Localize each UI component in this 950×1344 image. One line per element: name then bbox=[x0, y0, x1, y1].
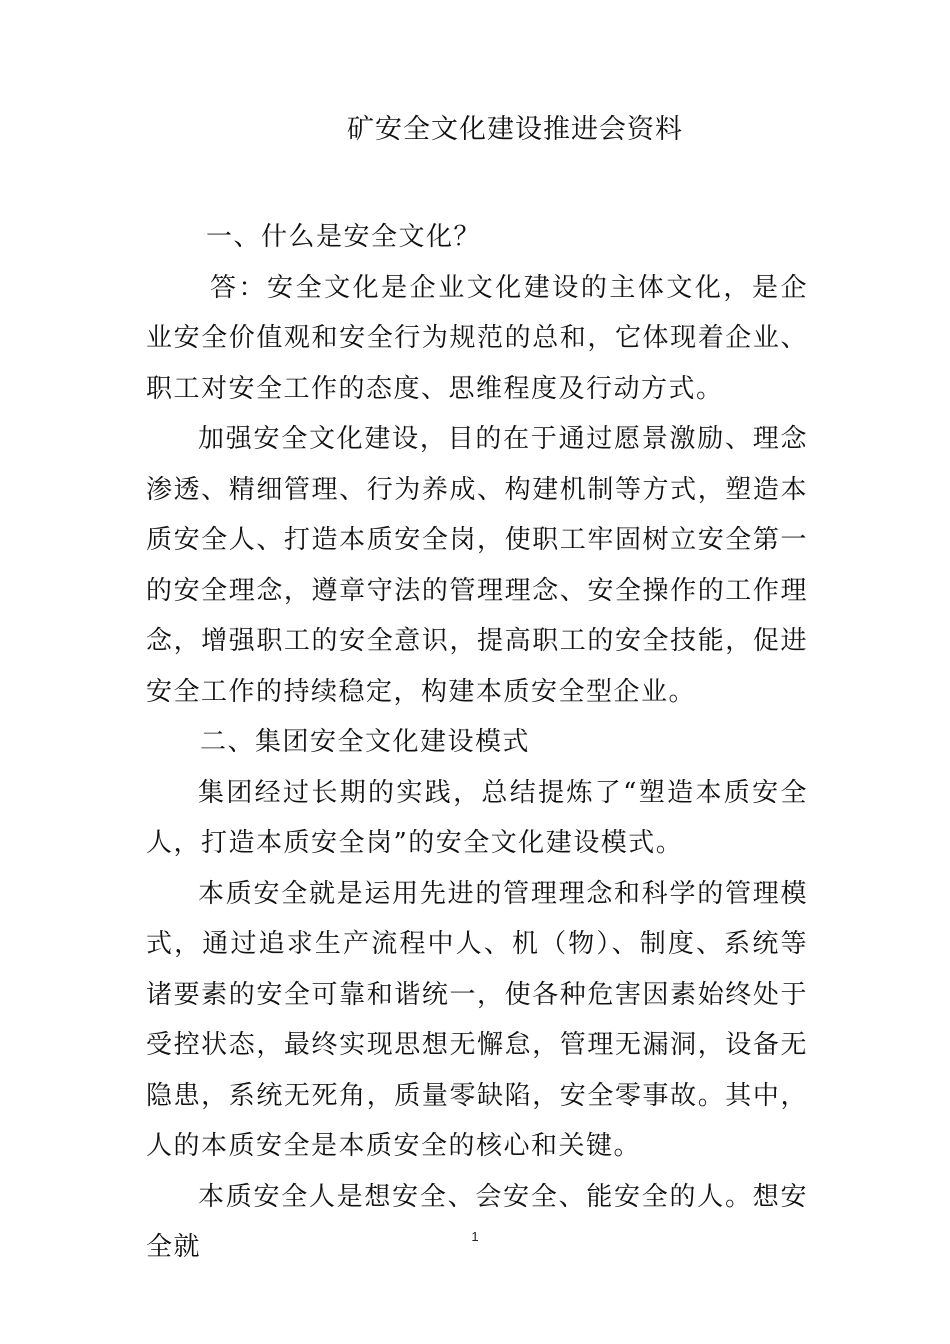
body-paragraph-intrinsic-safety: 本质安全就是运用先进的管理理念和科学的管理模式，通过追求生产流程中人、机（物）、制度、系统等诸要素的安全可靠和谐统一，使各种危害因素始终处于受控状态，最终实现思想无懈怠，管理无漏洞，设备无隐患，系统无死角，质量零缺陷，安全零事故。其中，人的本质安全是本质安全的核心和关键。 bbox=[146, 878, 808, 1161]
body-paragraph-culture-purpose: 加强安全文化建设，目的在于通过愿景激励、理念渗透、精细管理、行为养成、构建机制等方式，塑造本质安全人、打造本质安全岗，使职工牢固树立安全第一的安全理念，遵章守法的管理理念、安全操作的工作理念，增强职工的安全意识，提高职工的安全技能，促进安全工作的持续稳定，构建本质安全型企业。 bbox=[146, 424, 808, 707]
page-number: 1 bbox=[471, 1229, 479, 1244]
body-paragraph-safety-person: 本质安全人是想安全、会安全、能安全的人。想安全就 bbox=[146, 1181, 808, 1262]
section-heading-2: 二、集团安全文化建设模式 bbox=[200, 727, 531, 757]
answer-paragraph: 答：安全文化是企业文化建设的主体文化，是企业安全价值观和安全行为规范的总和，它体现着企业、职工对安全工作的态度、思维程度及行动方式。 bbox=[146, 272, 808, 404]
document-title: 矿安全文化建设推进会资料 bbox=[347, 114, 683, 145]
body-paragraph-group-model: 集团经过长期的实践，总结提炼了“塑造本质安全人，打造本质安全岗”的安全文化建设模式。 bbox=[146, 777, 808, 858]
section-heading-1: 一、什么是安全文化？ bbox=[206, 222, 482, 252]
document-body bbox=[146, 212, 808, 1273]
